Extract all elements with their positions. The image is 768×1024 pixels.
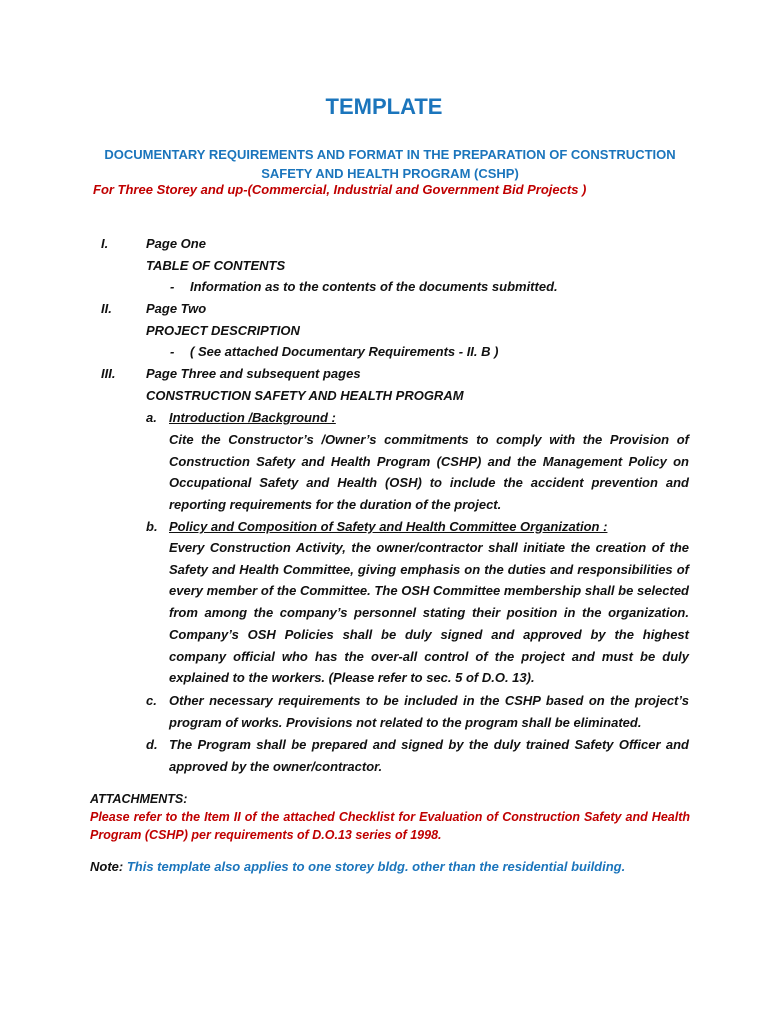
item-d-body: The Program shall be prepared and signed by the duly trained Safety Officer and approved by the owner/contractor. [169, 737, 689, 774]
section-2-bullet: ( See attached Documentary Requirements - II. B ) [190, 344, 499, 359]
section-2-page: Page Two [146, 301, 207, 316]
note-label: Note: [90, 859, 124, 874]
note-text: This template also applies to one storey bldg. other than the residential building. [123, 859, 626, 874]
attachments-heading: ATTACHMENTS: [90, 792, 188, 806]
section-3-numeral: III. [101, 366, 116, 381]
item-d-letter: d. [146, 737, 158, 752]
item-a-body: Cite the Constructor’s /Owner’s commitments to comply with the Provision of Construction Safety and Health Program (CSHP) and the Management Policy on Occupational Safety and Health (OSH) to include the accident prevention and reporting requirements for the duration of the project. [169, 432, 689, 513]
note [90, 859, 625, 874]
item-b-letter: b. [146, 519, 158, 534]
section-2-heading: PROJECT DESCRIPTION [146, 323, 300, 338]
section-1-heading: TABLE OF CONTENTS [146, 258, 286, 273]
section-1-bullet: Information as to the contents of the documents submitted. [190, 279, 558, 294]
section-1-dash: - [170, 279, 175, 294]
item-a-letter: a. [146, 410, 157, 425]
attachments-body: Please refer to the Item II of the attached Checklist for Evaluation of Construction Safety and Health Program (CSHP) per requirements of D.O.13 series of 1998. [90, 810, 690, 842]
item-b-heading: Policy and Composition of Safety and Health Committee Organization : [169, 519, 608, 534]
document-subtitle: DOCUMENTARY REQUIREMENTS AND FORMAT IN THE PREPARATION OF CONSTRUCTION SAFETY AND HEALTH PROGRAM (CSHP) [104, 147, 676, 181]
section-3-page: Page Three and subsequent pages [146, 366, 361, 381]
document-scope: For Three Storey and up-(Commercial, Industrial and Government Bid Projects ) [93, 182, 587, 197]
section-1-page: Page One [146, 236, 206, 251]
section-2-dash: - [170, 344, 175, 359]
item-a-heading: Introduction /Background : [169, 410, 336, 425]
section-2-numeral: II. [101, 301, 112, 316]
item-c-body: Other necessary requirements to be included in the CSHP based on the project’s program of works. Provisions not related to the program shall be eliminated. [169, 693, 689, 730]
section-1-numeral: I. [101, 236, 109, 251]
item-b-body: Every Construction Activity, the owner/contractor shall initiate the creation of the Safety and Health Committee, giving emphasis on the duties and responsibilities of every member of the Committee. The OSH Committee membership shall be selected from among the company’s personnel stating their position in the organization. Company’s OSH Policies shall be duly signed and approved by the highest company official who has the over-all control of the project and must be duly explained to the workers. (Please refer to sec. 5 of D.O. 13). [169, 540, 689, 686]
section-3-heading: CONSTRUCTION SAFETY AND HEALTH PROGRAM [146, 388, 464, 403]
item-c-letter: c. [146, 693, 157, 708]
document-title: TEMPLATE [325, 94, 443, 119]
